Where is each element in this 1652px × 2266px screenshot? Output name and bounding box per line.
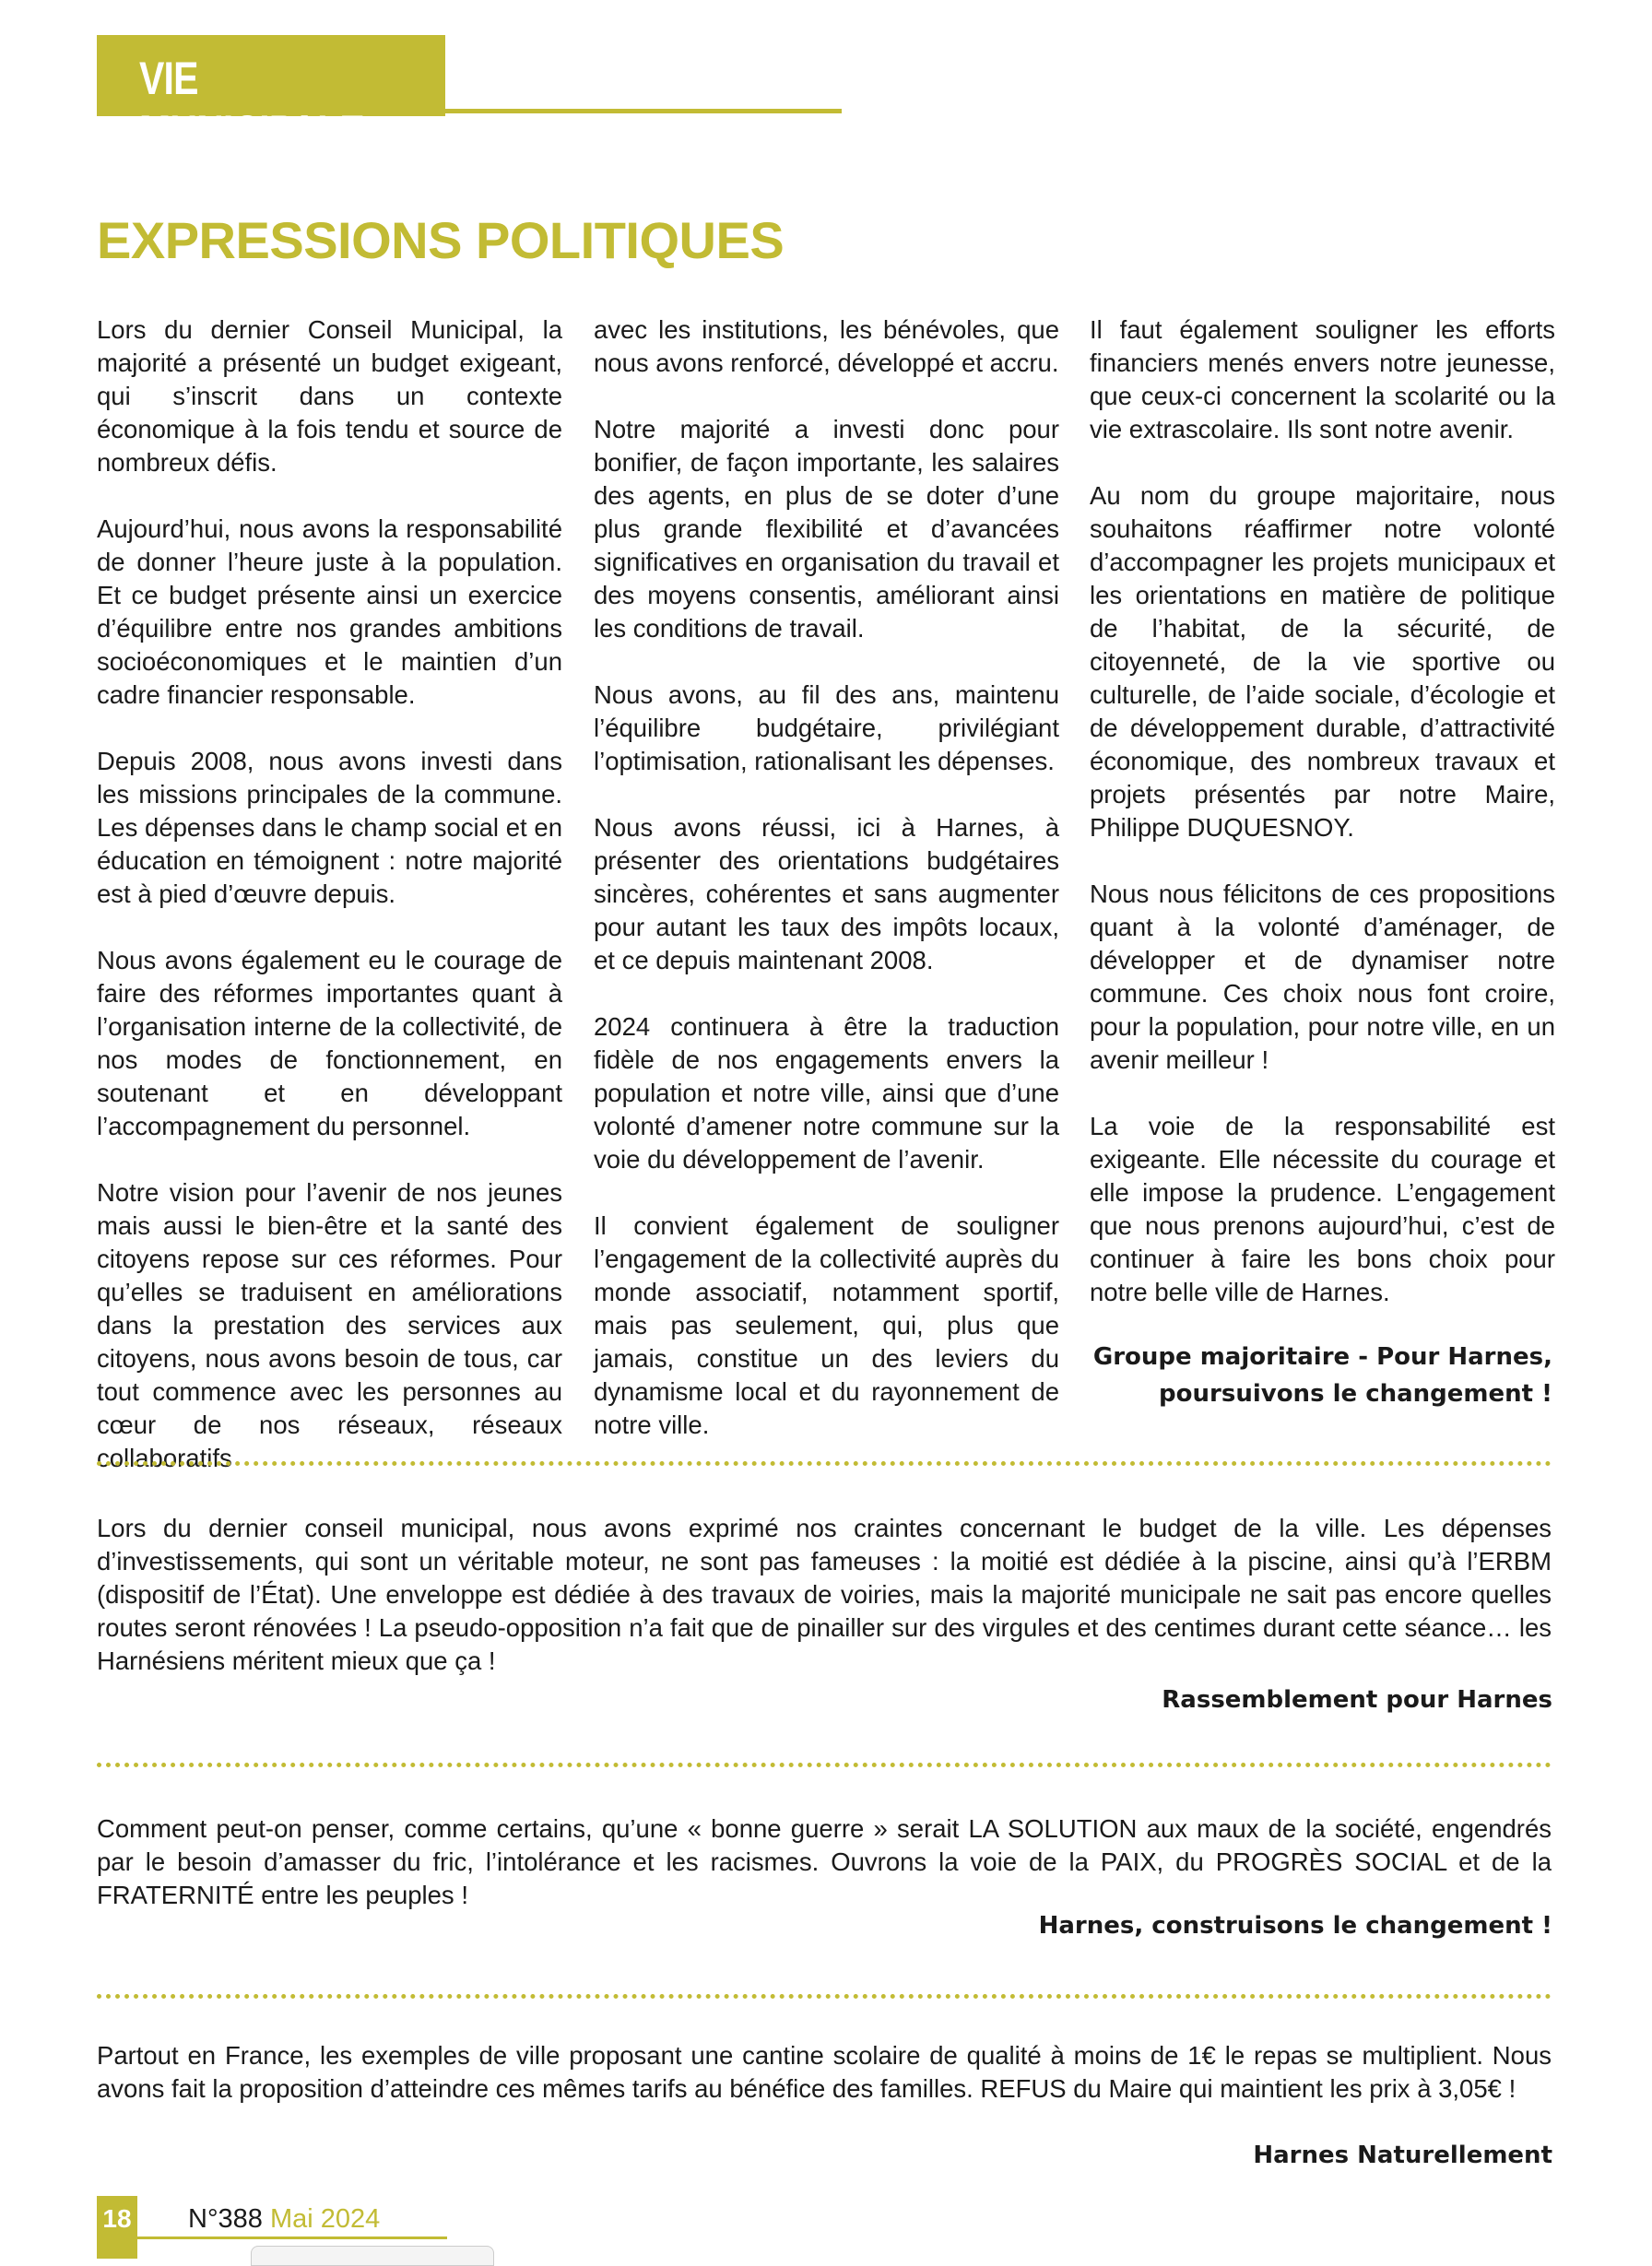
naturellement-signature: Harnes Naturellement [1253, 2142, 1552, 2169]
paragraph: Lors du dernier Conseil Municipal, la majorité a présenté un budget exigeant, qui s’inscrit dans un contexte économique à la fois tendu et source de nombreux défis. [97, 315, 562, 477]
dotted-separator [97, 1763, 1552, 1767]
footer-rule [137, 2236, 447, 2239]
dotted-separator [97, 1994, 1552, 1999]
majority-column-2 [594, 313, 1059, 1475]
paragraph: Notre majorité a investi donc pour bonifier, de façon importante, les salaires des agents, en plus de se doter d’une plus grande flexibilité et d’avancées significatives en organisation du travail et des moyens consentis, améliorant ainsi les conditions de travail. [594, 415, 1059, 643]
issue-number: N°388 [188, 2204, 263, 2234]
section-label: VIE MUNICIPALE [139, 53, 364, 158]
majority-column-3 [1090, 313, 1555, 1342]
paragraph: Nous avons également eu le courage de faire des réformes importantes quant à l’organisation interne de la collectivité, de nos modes de fonctionnement, en soutenant et en développant l’accompagnement du personnel. [97, 946, 562, 1140]
majority-column-1 [97, 313, 562, 1508]
page-number: 18 [97, 2196, 137, 2259]
naturellement-text: Partout en France, les exemples de ville proposant une cantine scolaire de qualité à moins de 1€ le repas se multiplient. Nous avons fait la proposition d’atteindre ces mêmes tarifs au bénéfice des familles. REFUS du Maire qui maintient les prix à 3,05€ ! [97, 2041, 1552, 2103]
paragraph: Au nom du groupe majoritaire, nous souhaitons réaffirmer notre volonté d’accompagner les projets municipaux et les orientations en matière de politique de l’habitat, de la sécurité, de citoyenneté, de la vie sportive ou culturelle, de l’aide sociale, d’écologie et de développement durable, d’attractivité économique, des nombreux travaux et projets présentés par notre Maire, Philippe DUQUESNOY. [1090, 481, 1555, 842]
rassemblement-text: Lors du dernier conseil municipal, nous avons exprimé nos craintes concernant le budget de la ville. Les dépenses d’investissements, qui sont un véritable moteur, ne sont pas fameuses : la moitié est dédiée à la piscine, ainsi qu’à l’ERBM (dispositif de l’État). Une enveloppe est dédiée à des travaux de voiries, mais la majorité municipale ne sait pas encore quelles routes seront rénovées ! La pseudo-opposition n’a fait que de pinailler sur des virgules et des centimes durant cette séance… les Harnésiens méritent mieux que ça ! [97, 1514, 1552, 1675]
page-title: EXPRESSIONS POLITIQUES [97, 211, 785, 269]
majority-signature-line-2: poursuivons le changement ! [1159, 1380, 1552, 1408]
paragraph: Nous avons, au fil des ans, maintenu l’équilibre budgétaire, privilégiant l’optimisation, rationalisant les dépenses. [594, 680, 1059, 775]
paragraph: avec les institutions, les bénévoles, que nous avons renforcé, développé et accru. [594, 315, 1059, 377]
section-header-tab [97, 35, 445, 158]
majority-signature-line-1: Groupe majoritaire - Pour Harnes, [1092, 1343, 1552, 1371]
construisons-text: Comment peut-on penser, comme certains, qu’une « bonne guerre » serait LA SOLUTION aux maux de la société, engendrés par le besoin d’amasser du fric, l’intolérance et les racismes. Ouvrons la voie de la PAIX, du PROGRÈS SOCIAL et de la FRATERNITÉ entre les peuples ! [97, 1814, 1552, 1909]
paragraph: Depuis 2008, nous avons investi dans les missions principales de la commune. Les dépenses dans le champ social et en éducation en témoignent : notre majorité est à pied d’œuvre depuis. [97, 747, 562, 908]
rassemblement-signature: Rassemblement pour Harnes [1162, 1686, 1552, 1714]
dotted-separator [97, 1461, 1552, 1466]
issue-info [188, 2204, 380, 2235]
majority-signature [1093, 1339, 1552, 1412]
paragraph: La voie de la responsabilité est exigeante. Elle nécessite du courage et elle impose la prudence. L’engagement que nous prenons aujourd’hui, c’est de continuer à faire les bons choix pour notre belle ville de Harnes. [1090, 1112, 1555, 1306]
issue-date: Mai 2024 [270, 2204, 381, 2234]
paragraph: Notre vision pour l’avenir de nos jeunes mais aussi le bien-être et la santé des citoyens repose sur ces réformes. Pour qu’elles se traduisent en améliorations dans la prestation des services aux citoyens, nous avons besoin de tous, car tout commence avec les personnes au cœur de nos réseaux, réseaux collaboratifs [97, 1178, 562, 1472]
paragraph: Nous nous félicitons de ces propositions quant à la volonté d’aménager, de développer et de dynamiser notre commune. Ces choix nous font croire, pour la population, pour notre ville, en un avenir meilleur ! [1090, 879, 1555, 1074]
paragraph: Nous avons réussi, ici à Harnes, à présenter des orientations budgétaires sincères, cohérentes et sans augmenter pour autant les taux des impôts locaux, et ce depuis maintenant 2008. [594, 813, 1059, 974]
paragraph: 2024 continuera à être la traduction fidèle de nos engagements envers la population et notre ville, ainsi que d’une volonté d’amener notre commune sur la voie du développement de l’avenir. [594, 1012, 1059, 1174]
construisons-signature: Harnes, construisons le changement ! [1038, 1912, 1552, 1940]
paragraph: Il convient également de souligner l’engagement de la collectivité auprès du monde associatif, notamment sportif, mais pas seulement, qui, plus que jamais, constitue un des leviers du dynamisme local et du rayonnement de notre ville. [594, 1211, 1059, 1439]
paragraph: Aujourd’hui, nous avons la responsabilité de donner l’heure juste à la population. Et ce budget présente ainsi un exercice d’équilibre entre nos grandes ambitions socioéconomiques et le maintien d’un cadre financier responsable. [97, 514, 562, 709]
paragraph: Il faut également souligner les efforts financiers menés envers notre jeunesse, que ceux-ci concernent la scolarité ou la vie extrascolaire. Ils sont notre avenir. [1090, 315, 1555, 443]
viewer-tab-handle[interactable] [251, 2246, 494, 2266]
section-header-rule [445, 109, 842, 113]
